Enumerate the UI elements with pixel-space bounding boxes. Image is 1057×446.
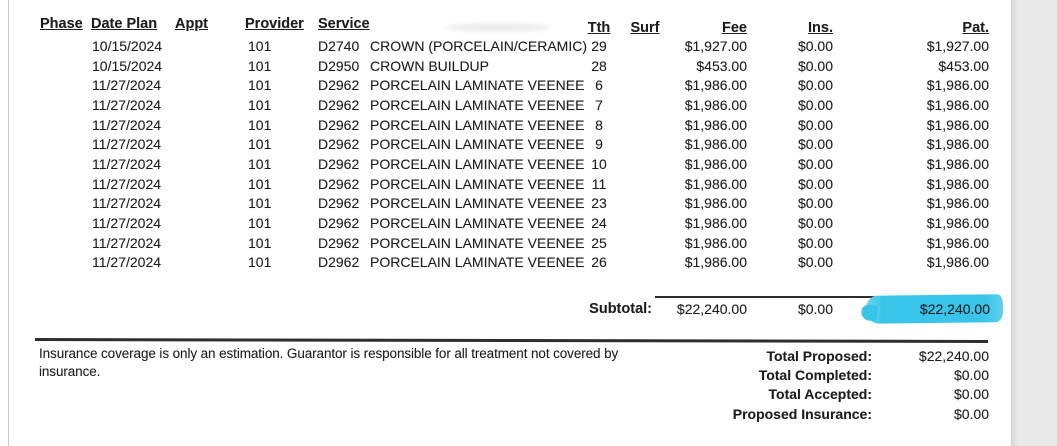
- cell-service: [312, 174, 585, 194]
- plan-table-body: [30, 36, 997, 272]
- service-description: PORCELAIN LAMINATE VEENEE: [370, 254, 585, 271]
- table-row: [30, 154, 997, 174]
- cell-phase: [30, 154, 88, 174]
- cell-service: [312, 36, 588, 56]
- cell-date-plan: 11/27/2024: [92, 155, 162, 172]
- cell-tooth: 10: [591, 155, 607, 172]
- service-description: PORCELAIN LAMINATE VEENEE: [370, 215, 585, 232]
- cell-surface: [619, 56, 671, 76]
- service-code: D2740: [318, 37, 360, 54]
- cell-patient: $1,986.00: [926, 136, 989, 153]
- cell-fee: $1,986.00: [684, 254, 747, 271]
- cell-phase: [30, 134, 88, 154]
- cell-service: [312, 115, 585, 135]
- service-description: PORCELAIN LAMINATE VEENEE: [370, 155, 585, 172]
- cell-provider: 101: [248, 116, 272, 133]
- total-row: [559, 405, 989, 424]
- total-label: Total Proposed:: [766, 348, 872, 364]
- cell-fee: $1,986.00: [684, 234, 747, 251]
- cell-surface: [619, 253, 671, 273]
- cell-fee: $453.00: [696, 57, 747, 74]
- cell-provider: 101: [248, 96, 272, 113]
- cell-phase: [30, 194, 88, 214]
- cell-phase: [30, 56, 88, 76]
- cell-provider: 101: [248, 215, 272, 232]
- service-code: D2962: [318, 195, 360, 212]
- cell-provider: 101: [248, 175, 272, 192]
- cell-fee: $1,927.00: [684, 37, 747, 54]
- cell-tooth: 7: [595, 96, 603, 113]
- service-code: D2962: [318, 175, 360, 192]
- scan-left-edge-line: [8, 0, 9, 446]
- service-description: PORCELAIN LAMINATE VEENEE: [370, 136, 585, 153]
- cell-surface: [619, 154, 671, 174]
- service-description: PORCELAIN LAMINATE VEENEE: [370, 234, 585, 251]
- service-code: D2962: [318, 234, 360, 251]
- cell-fee: $1,986.00: [684, 175, 747, 192]
- insurance-disclaimer: Insurance coverage is only an estimation. Guarantor is responsible for all treatment not covered by insurance.: [39, 346, 619, 379]
- cell-phase: [30, 36, 88, 56]
- cell-phase: [30, 174, 88, 194]
- cell-appt: [172, 75, 242, 95]
- cell-tooth: 6: [595, 77, 603, 94]
- cell-date-plan: 10/15/2024: [92, 57, 163, 74]
- total-row: [559, 366, 989, 385]
- cell-phase: [30, 253, 88, 273]
- col-header-service: Service: [318, 16, 370, 32]
- service-code: D2962: [318, 155, 360, 172]
- total-value: $0.00: [953, 405, 989, 422]
- table-row: [30, 36, 997, 56]
- cell-tooth: 9: [595, 136, 603, 153]
- cell-date-plan: 11/27/2024: [92, 254, 162, 271]
- table-row: [30, 56, 997, 76]
- total-label: Proposed Insurance:: [732, 405, 872, 422]
- table-row: [30, 253, 997, 273]
- cell-tooth: 24: [591, 215, 607, 232]
- subtotal-label: Subtotal:: [589, 301, 652, 317]
- cell-date-plan: 11/27/2024: [92, 136, 162, 153]
- cell-insurance: $0.00: [797, 215, 833, 232]
- total-value: $22,240.00: [918, 348, 989, 364]
- service-code: D2962: [318, 96, 360, 113]
- cell-fee: $1,986.00: [684, 195, 747, 212]
- service-description: PORCELAIN LAMINATE VEENEE: [370, 116, 585, 133]
- subtotal-fee-value: $22,240.00: [676, 301, 747, 317]
- cell-tooth: 11: [591, 175, 607, 192]
- cell-insurance: $0.00: [797, 234, 833, 251]
- col-header-appt: Appt: [175, 16, 209, 32]
- service-description: CROWN (PORCELAIN/CERAMIC): [370, 37, 588, 54]
- table-row: [30, 233, 997, 253]
- cell-insurance: $0.00: [797, 136, 833, 153]
- service-description: PORCELAIN LAMINATE VEENEE: [370, 175, 585, 192]
- total-value: $0.00: [953, 386, 989, 403]
- cell-appt: [172, 56, 242, 76]
- cell-insurance: $0.00: [797, 175, 833, 192]
- cell-insurance: $0.00: [797, 96, 833, 113]
- subtotal-ins-value: $0.00: [797, 301, 833, 317]
- cell-fee: $1,986.00: [684, 136, 747, 153]
- service-description: PORCELAIN LAMINATE VEENEE: [370, 77, 585, 94]
- cell-insurance: $0.00: [797, 57, 833, 74]
- cell-date-plan: 11/27/2024: [92, 234, 162, 251]
- cell-provider: 101: [248, 136, 272, 153]
- service-description: PORCELAIN LAMINATE VEENEE: [370, 96, 585, 113]
- total-label: Total Accepted:: [768, 386, 872, 403]
- cell-date-plan: 11/27/2024: [92, 116, 162, 133]
- cell-appt: [172, 194, 242, 214]
- cell-phase: [30, 95, 88, 115]
- cell-insurance: $0.00: [797, 116, 833, 133]
- cell-tooth: 23: [591, 195, 607, 212]
- cell-service: [312, 56, 579, 76]
- cell-surface: [619, 194, 671, 214]
- col-header-tooth: Tth: [587, 20, 611, 36]
- cell-surface: [619, 36, 671, 56]
- cell-surface: [619, 233, 671, 253]
- cell-patient: $453.00: [938, 57, 989, 74]
- service-code: D2962: [318, 77, 360, 94]
- cell-phase: [30, 213, 88, 233]
- table-header-row: [30, 14, 997, 36]
- table-row: [30, 75, 997, 95]
- cell-service: [312, 154, 585, 174]
- cell-surface: [619, 213, 671, 233]
- cell-service: [312, 194, 585, 214]
- cell-provider: 101: [248, 57, 272, 74]
- subtotal-patient-value: $22,240.00: [919, 301, 990, 317]
- treatment-plan-table: [30, 14, 997, 272]
- cell-tooth: 25: [591, 234, 607, 251]
- col-header-patient: Pat.: [962, 20, 989, 36]
- cell-tooth: 26: [591, 254, 607, 271]
- cell-patient: $1,986.00: [926, 175, 989, 192]
- cell-date-plan: 11/27/2024: [92, 77, 162, 94]
- cell-appt: [172, 174, 242, 194]
- cell-service: [312, 95, 585, 115]
- cell-appt: [172, 115, 242, 135]
- total-row: [559, 385, 989, 404]
- cell-appt: [172, 95, 242, 115]
- cell-insurance: $0.00: [797, 195, 833, 212]
- cell-date-plan: 11/27/2024: [92, 195, 162, 212]
- cell-appt: [172, 253, 242, 273]
- cell-phase: [30, 233, 88, 253]
- cell-patient: $1,986.00: [926, 155, 989, 172]
- service-code: D2962: [318, 136, 360, 153]
- col-header-provider: Provider: [245, 16, 304, 32]
- cell-surface: [619, 95, 671, 115]
- table-row: [30, 134, 997, 154]
- table-row: [30, 95, 997, 115]
- cell-surface: [619, 134, 671, 154]
- cell-phase: [30, 75, 88, 95]
- service-code: D2962: [318, 215, 360, 232]
- table-row: [30, 194, 997, 214]
- cell-provider: 101: [248, 254, 272, 271]
- cell-patient: $1,986.00: [926, 96, 989, 113]
- cell-patient: $1,927.00: [926, 37, 989, 54]
- cell-date-plan: 11/27/2024: [92, 215, 162, 232]
- cell-date-plan: 11/27/2024: [92, 175, 162, 192]
- service-code: D2962: [318, 116, 360, 133]
- cell-service: [312, 134, 585, 154]
- cell-phase: [30, 115, 88, 135]
- cell-appt: [172, 154, 242, 174]
- cell-fee: $1,986.00: [684, 96, 747, 113]
- service-description: PORCELAIN LAMINATE VEENEE: [370, 195, 585, 212]
- cell-date-plan: 11/27/2024: [92, 96, 162, 113]
- cell-patient: $1,986.00: [926, 234, 989, 251]
- cell-surface: [619, 75, 671, 95]
- cell-fee: $1,986.00: [684, 215, 747, 232]
- cell-insurance: $0.00: [797, 37, 833, 54]
- table-row: [30, 174, 997, 194]
- cell-provider: 101: [248, 77, 272, 94]
- cell-insurance: $0.00: [797, 155, 833, 172]
- total-label: Total Completed:: [758, 367, 872, 384]
- cell-appt: [172, 36, 242, 56]
- col-header-insurance: Ins.: [808, 20, 833, 36]
- cell-insurance: $0.00: [797, 254, 833, 271]
- cell-service: [312, 75, 585, 95]
- cell-service: [312, 253, 585, 273]
- cell-patient: $1,986.00: [926, 215, 989, 232]
- table-row: [30, 213, 997, 233]
- total-value: $0.00: [953, 367, 989, 384]
- cell-tooth: 29: [591, 37, 607, 54]
- totals-block: [559, 347, 989, 424]
- cell-service: [312, 233, 585, 253]
- scan-right-gray-band: [1011, 0, 1057, 446]
- cell-fee: $1,986.00: [684, 155, 747, 172]
- total-row: [559, 347, 989, 366]
- cell-date-plan: 10/15/2024: [92, 37, 163, 54]
- cell-fee: $1,986.00: [684, 77, 747, 94]
- cell-appt: [172, 233, 242, 253]
- cell-insurance: $0.00: [797, 77, 833, 94]
- service-description: CROWN BUILDUP: [370, 57, 490, 74]
- cell-surface: [619, 174, 671, 194]
- cell-appt: [172, 213, 242, 233]
- cell-provider: 101: [248, 234, 272, 251]
- cell-patient: $1,986.00: [926, 195, 989, 212]
- col-header-surface: Surf: [630, 20, 660, 36]
- cell-surface: [619, 115, 671, 135]
- cell-tooth: 28: [591, 57, 607, 74]
- cell-patient: $1,986.00: [926, 116, 989, 133]
- cell-patient: $1,986.00: [926, 254, 989, 271]
- col-header-fee: Fee: [722, 20, 747, 36]
- cell-service: [312, 213, 585, 233]
- footer-divider-line: [35, 338, 988, 342]
- service-code: D2950: [318, 57, 360, 74]
- cell-appt: [172, 134, 242, 154]
- service-code: D2962: [318, 254, 360, 271]
- cell-patient: $1,986.00: [926, 77, 989, 94]
- cell-provider: 101: [248, 195, 272, 212]
- cell-fee: $1,986.00: [684, 116, 747, 133]
- col-header-phase: Phase: [40, 16, 83, 32]
- cell-provider: 101: [248, 155, 272, 172]
- cell-tooth: 8: [595, 116, 603, 133]
- col-header-date-plan: Date Plan: [91, 16, 158, 32]
- table-row: [30, 115, 997, 135]
- cell-provider: 101: [248, 37, 272, 54]
